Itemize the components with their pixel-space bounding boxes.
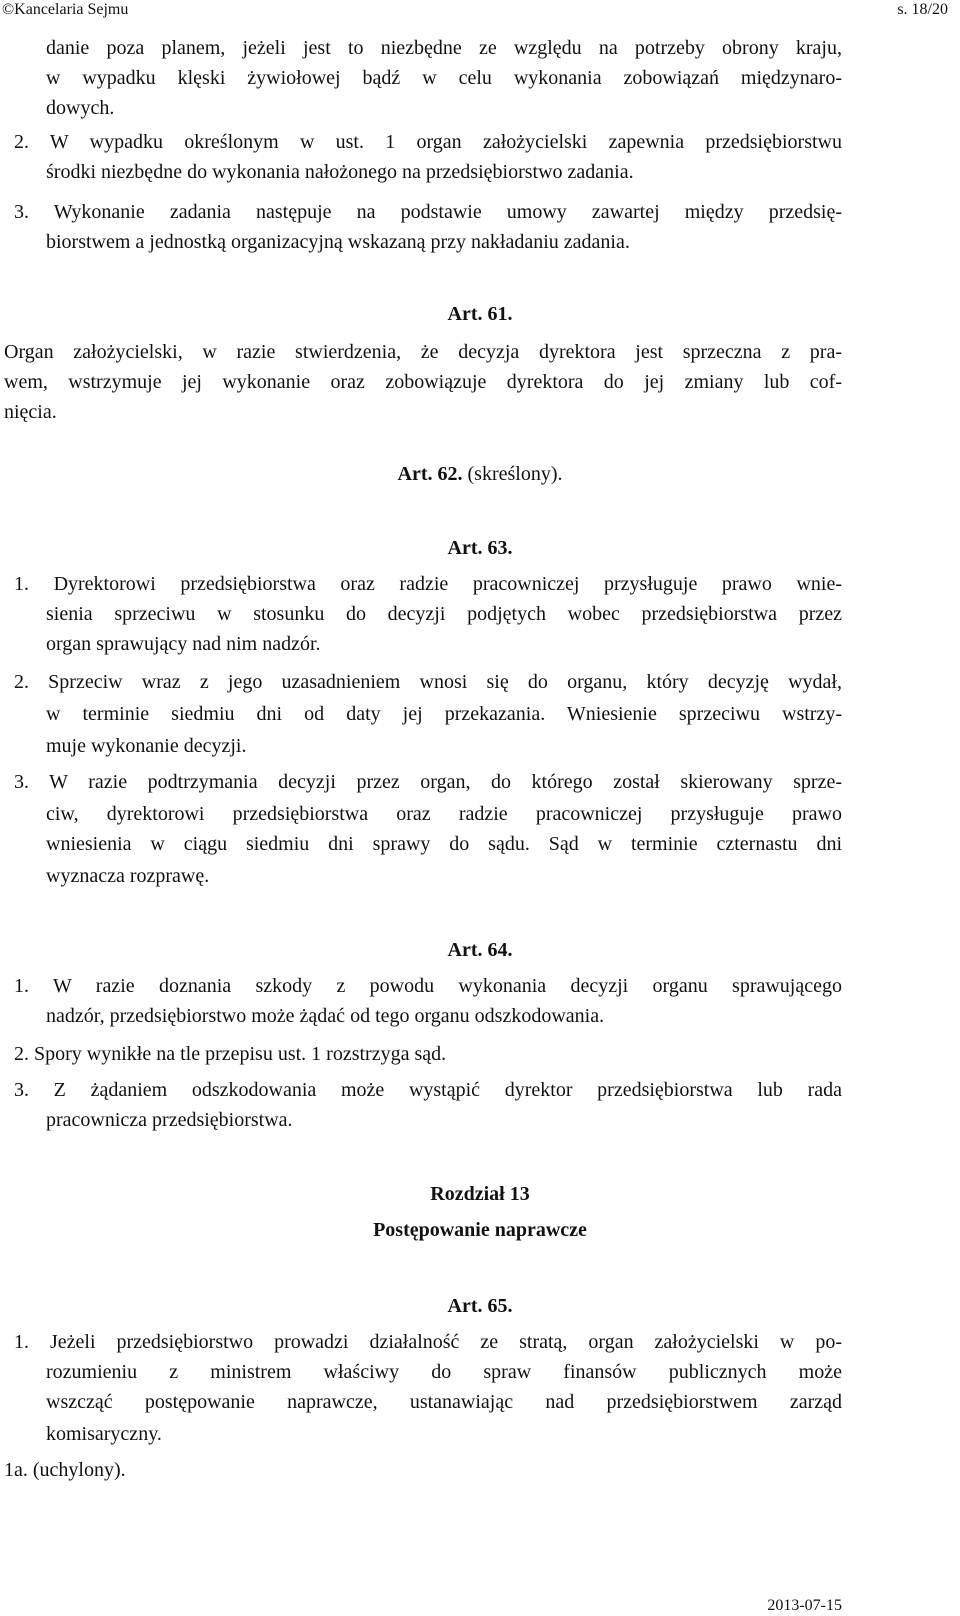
text-line: wyznacza rozprawę. bbox=[46, 865, 210, 887]
text-line: muje wykonanie decyzji. bbox=[46, 735, 247, 757]
text-line: nięcia. bbox=[4, 401, 57, 423]
text-line: pracownicza przedsiębiorstwa. bbox=[46, 1109, 293, 1131]
text-line: ciw, dyrektorowi przedsiębiorstwa oraz radzie pracowniczej przysługuje prawo bbox=[46, 803, 842, 825]
text-line: 2. Spory wynikłe na tle przepisu ust. 1 rozstrzyga sąd. bbox=[14, 1043, 447, 1065]
footer-date: 2013-07-15 bbox=[767, 1597, 842, 1614]
text-line: Organ założycielski, w razie stwierdzenia, że decyzja dyrektora jest sprzeczna z pra- bbox=[4, 341, 842, 363]
text-line: wem, wstrzymuje jej wykonanie oraz zobowiązuje dyrektora do jej zmiany lub cof- bbox=[4, 371, 842, 393]
text-line: wniesienia w ciągu siedmiu dni sprawy do sądu. Sąd w terminie czternastu dni bbox=[46, 833, 842, 855]
text-line: nadzór, przedsiębiorstwo może żądać od tego organu odszkodowania. bbox=[46, 1005, 605, 1027]
text-line: 2. Sprzeciw wraz z jego uzasadnieniem wnosi się do organu, który decyzję wydał, bbox=[14, 671, 842, 693]
text-line: dowych. bbox=[46, 97, 115, 119]
text-line: organ sprawujący nad nim nadzór. bbox=[46, 633, 321, 655]
article-65-heading: Art. 65. bbox=[447, 1295, 513, 1317]
text-line: środki niezbędne do wykonania nałożonego na przedsiębiorstwo zadania. bbox=[46, 161, 634, 183]
text-line: rozumieniu z ministrem właściwy do spraw finansów publicznych może bbox=[46, 1361, 842, 1383]
text-line: sienia sprzeciwu w stosunku do decyzji podjętych wobec przedsiębiorstwa przez bbox=[46, 603, 842, 625]
text-line: w wypadku klęski żywiołowej bądź w celu wykonania zobowiązań międzynaro- bbox=[46, 67, 842, 89]
text-line: 1. Jeżeli przedsiębiorstwo prowadzi działalność ze stratą, organ założycielski w po- bbox=[14, 1331, 842, 1353]
text-line: biorstwem a jednostką organizacyjną wskazaną przy nakładaniu zadania. bbox=[46, 231, 630, 253]
header-page-number: s. 18/20 bbox=[897, 1, 948, 18]
header-copyright: ©Kancelaria Sejmu bbox=[2, 1, 129, 18]
text-line: 1. Dyrektorowi przedsiębiorstwa oraz radzie pracowniczej przysługuje prawo wnie- bbox=[14, 573, 842, 595]
chapter-title: Postępowanie naprawcze bbox=[373, 1219, 587, 1241]
article-62-number: Art. 62. bbox=[397, 463, 463, 485]
text-line: 1a. (uchylony). bbox=[4, 1459, 126, 1481]
chapter-number: Rozdział 13 bbox=[430, 1183, 530, 1205]
text-line: w terminie siedmiu dni od daty jej przekazania. Wniesienie sprzeciwu wstrzy- bbox=[46, 703, 842, 725]
text-line: 2. W wypadku określonym w ust. 1 organ założycielski zapewnia przedsiębiorstwu bbox=[14, 131, 842, 153]
article-61-heading: Art. 61. bbox=[447, 303, 513, 325]
text-line: 3. Wykonanie zadania następuje na podstawie umowy zawartej między przedsię- bbox=[14, 201, 842, 223]
article-64-heading: Art. 64. bbox=[447, 939, 513, 961]
article-62-note: (skreślony). bbox=[462, 463, 563, 485]
text-line: 3. W razie podtrzymania decyzji przez organ, do którego został skierowany sprze- bbox=[14, 771, 842, 793]
text-line: danie poza planem, jeżeli jest to niezbędne ze względu na potrzeby obrony kraju, bbox=[46, 37, 842, 59]
article-62-heading bbox=[0, 460, 960, 488]
text-line: wszcząć postępowanie naprawcze, ustanawiając nad przedsiębiorstwem zarząd bbox=[46, 1391, 842, 1413]
text-line: 3. Z żądaniem odszkodowania może wystąpić dyrektor przedsiębiorstwa lub rada bbox=[14, 1079, 842, 1101]
article-63-heading: Art. 63. bbox=[447, 537, 513, 559]
text-line: komisaryczny. bbox=[46, 1423, 162, 1445]
text-line: 1. W razie doznania szkody z powodu wykonania decyzji organu sprawującego bbox=[14, 975, 842, 997]
